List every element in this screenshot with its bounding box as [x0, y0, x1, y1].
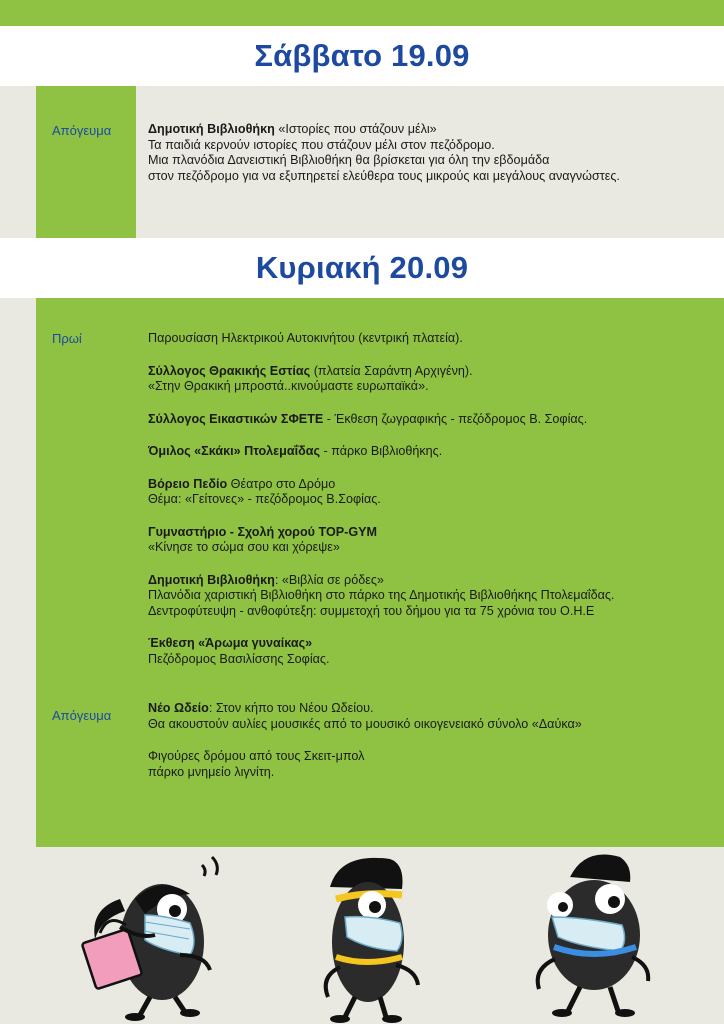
event-street-figures-line1: Φιγούρες δρόμου από τους Σκειτ-μπολ [148, 749, 365, 763]
saturday-event-name: «Ιστορίες που στάζουν μέλι» [274, 122, 437, 136]
saturday-header [0, 26, 724, 86]
event-chess-line1 [148, 444, 704, 460]
saturday-line-3: Μια πλανόδια Δανειστική Βιβλιοθήκη θα βρίσκεται για όλη την εβδομάδα [148, 153, 550, 167]
event-thracian-place: (πλατεία Σαράντη Αρχιγένη). [310, 363, 473, 378]
saturday-section [0, 86, 724, 238]
event-theatre-line2: Θέμα: «Γείτονες» - πεζόδρομος Β.Σοφίας. [148, 492, 381, 506]
event-gym-org: Γυμναστήριο - Σχολή χορού TOP-GYM [148, 524, 378, 539]
event-theatre-line1 [148, 477, 704, 493]
event-conservatory-line2: Θα ακουστούν αυλίες μουσικές από το μουσικό οικογενειακό σύνολο «Δαύκα» [148, 716, 582, 731]
event-exhibition-title: Έκθεση «Άρωμα γυναίκας» [148, 636, 313, 650]
sunday-gutter [36, 298, 136, 847]
event-gym-line1 [148, 525, 704, 541]
sunday-content [148, 331, 704, 797]
event-theatre [148, 477, 704, 508]
event-street-figures [148, 749, 704, 780]
saturday-venue: Δημοτική Βιβλιοθήκη [148, 122, 275, 136]
event-library [148, 573, 704, 620]
event-street-figures-line2: πάρκο μνημείο λιγνίτη. [148, 764, 275, 779]
event-exhibition-line2: Πεζόδρομος Βασιλίσσης Σοφίας. [148, 651, 330, 666]
saturday-content [148, 122, 704, 184]
event-library-org: Δημοτική Βιβλιοθήκη [148, 572, 275, 587]
sunday-header [0, 238, 724, 298]
top-green-strip [0, 0, 724, 26]
event-conservatory-org: Νέο Ωδείο [148, 701, 209, 715]
event-library-line1 [148, 573, 704, 589]
event-conservatory-line1 [148, 701, 704, 717]
sunday-title: Κυριακή 20.09 [255, 250, 469, 285]
event-thracian-org: Σύλλογος Θρακικής Εστίας [148, 363, 311, 378]
event-sfete [148, 412, 704, 428]
event-exhibition [148, 636, 704, 667]
event-library-line2: Πλανόδια χαριστική Βιβλιοθήκη στο πάρκο της Δημοτικής Βιβλιοθήκης Πτολεμαΐδας. [148, 588, 615, 602]
saturday-gutter [36, 86, 136, 238]
event-gym-line2: «Κίνησε το σώμα σου και χόρεψε» [148, 540, 340, 554]
characters-illustration [0, 847, 724, 1024]
character-boy-yellow-icon [326, 858, 418, 1023]
saturday-line-2: Τα παιδιά κερνούν ιστορίες που στάζουν μέλι στον πεζόδρομο. [148, 137, 495, 152]
event-electric-car-text: Παρουσίαση Ηλεκτρικού Αυτοκινήτου (κεντρική πλατεία). [148, 331, 463, 345]
event-library-line3: Δεντροφύτευψη - ανθοφύτεξη: συμμετοχή του δήμου για τα 75 χρόνια του Ο.Η.Ε [148, 603, 595, 618]
event-sfete-detail: - Έκθεση ζωγραφικής - πεζόδρομος Β. Σοφίας. [323, 411, 588, 426]
event-electric-car [148, 331, 704, 347]
event-theatre-org: Βόρειο Πεδίο [148, 476, 228, 491]
sunday-left-margin [0, 298, 36, 847]
event-theatre-detail: Θέατρο στο Δρόμο [227, 476, 336, 491]
event-thracian-line1 [148, 364, 704, 380]
event-gym [148, 525, 704, 556]
saturday-line-1 [148, 122, 704, 138]
character-boy-blue-icon [538, 855, 648, 1018]
event-conservatory [148, 701, 704, 732]
saturday-line-4: στον πεζόδρομο για να εξυπηρετεί ελεύθερα τους μικρούς και μεγάλους αναγνώστες. [148, 168, 620, 183]
saturday-period-label: Απόγευμα [52, 123, 112, 138]
event-thracian-line2: «Στην Θρακική μπροστά..κινούμαστε ευρωπαϊκά». [148, 379, 429, 393]
event-chess-place: - πάρκο Βιβλιοθήκης. [320, 444, 443, 458]
event-thracian [148, 364, 704, 395]
event-chess [148, 444, 704, 460]
saturday-title: Σάββατο 19.09 [254, 38, 470, 73]
event-chess-org: Όμιλος «Σκάκι» Πτολεμαΐδας [148, 444, 321, 458]
sunday-afternoon-label-overlay: Απόγευμα [52, 708, 112, 723]
event-sfete-line1 [148, 412, 704, 428]
sunday-morning-label-overlay: Πρωί [52, 331, 82, 346]
event-library-title: : «Βιβλία σε ρόδες» [274, 572, 384, 587]
event-exhibition-line1 [148, 636, 704, 652]
character-girl-icon [82, 857, 218, 1021]
event-sfete-org: Σύλλογος Εικαστικών ΣΦΕΤΕ [148, 411, 324, 426]
event-conservatory-place: : Στον κήπο του Νέου Ωδείου. [208, 701, 374, 715]
